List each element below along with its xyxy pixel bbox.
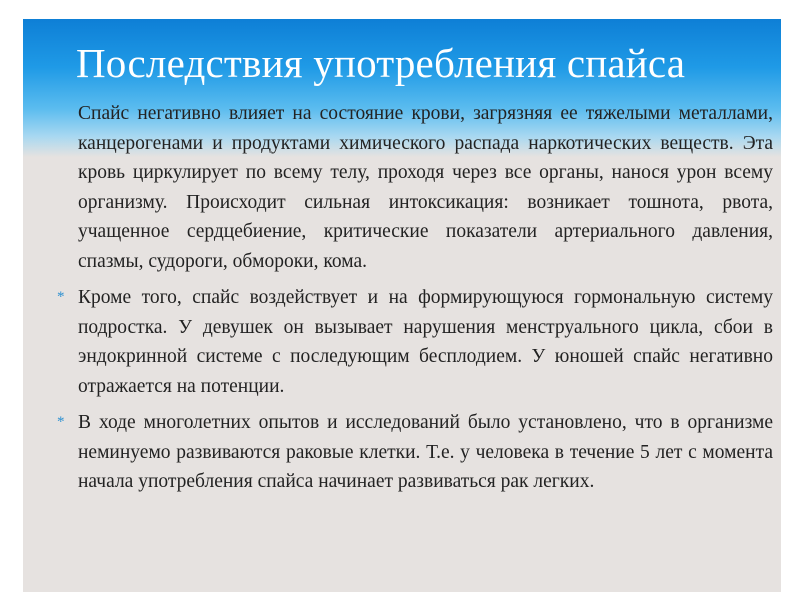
bullet-text: Спайс негативно влияет на состояние крови, загрязняя ее тяжелыми металлами, канцерогенами и продуктами химического распада наркотических веществ. Эта кровь циркулирует по всему телу, проходя через все органы, нанося урон всему организму. Происходит сильная интоксикация: возникает тошнота, рвота, учащенное сердцебиение, критические показатели артериального давления, спазмы, судороги, обмороки, кома. xyxy=(78,103,773,272)
bullet-item xyxy=(56,99,773,276)
bullet-item xyxy=(56,408,773,497)
bullet-marker: * xyxy=(57,289,65,305)
slide-title: Последствия употребления спайса xyxy=(76,40,686,86)
slide-content xyxy=(56,99,773,504)
bullet-marker: * xyxy=(57,414,65,430)
bullet-item xyxy=(56,283,773,401)
slide xyxy=(23,19,781,592)
bullet-text: Кроме того, спайс воздействует и на формирующуюся гормональную систему подростка. У девушек он вызывает нарушения менструального цикла, сбои в эндокринной системе с последующим бесплодием. У юношей спайс негативно отражается на потенции. xyxy=(78,287,773,397)
bullet-text: В ходе многолетних опытов и исследований было установлено, что в организме неминуемо развиваются раковые клетки. Т.е. у человека в течение 5 лет с момента начала употребления спайса начинает развиваться рак легких. xyxy=(78,412,773,492)
